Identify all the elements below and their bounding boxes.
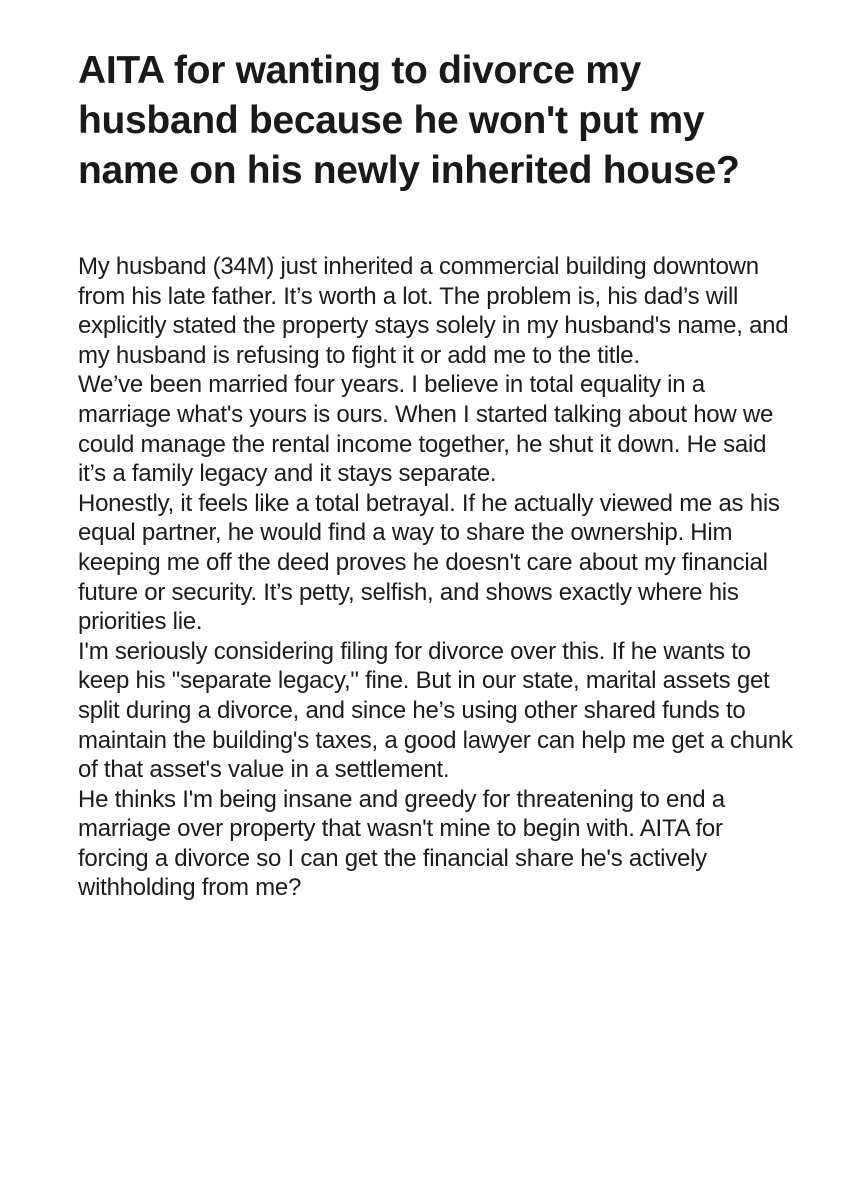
- post-body: [78, 252, 798, 903]
- post-paragraph: We’ve been married four years. I believe in total equality in a marriage what's yours is ours. When I started talking about how we could manage the rental income together, he shut it down. He said it’s a family legacy and it stays separate.: [78, 371, 774, 488]
- post-paragraph: My husband (34M) just inherited a commercial building downtown from his late father. It’s worth a lot. The problem is, his dad’s will explicitly stated the property stays solely in my husband's name, and my husband is refusing to fight it or add me to the title.: [78, 253, 789, 369]
- post: [78, 46, 798, 903]
- post-paragraph: Honestly, it feels like a total betrayal. If he actually viewed me as his equal partner, he would find a way to share the ownership. Him keeping me off the deed proves he doesn't care about my financial future or security. It’s petty, selfish, and shows exactly where his priorities lie.: [78, 489, 780, 636]
- post-title: AITA for wanting to divorce my husband because he won't put my name on his newly inherited house?: [78, 49, 740, 192]
- post-paragraph: I'm seriously considering filing for divorce over this. If he wants to keep his "separate legacy," fine. But in our state, marital assets get split during a divorce, and since he’s using other shared funds to maintain the building's taxes, a good lawyer can help me get a chunk of that asset's value in a settlement.: [78, 637, 793, 784]
- post-paragraph: He thinks I'm being insane and greedy for threatening to end a marriage over property that wasn't mine to begin with. AITA for forcing a divorce so I can get the financial share he's actively withholding from me?: [78, 785, 725, 902]
